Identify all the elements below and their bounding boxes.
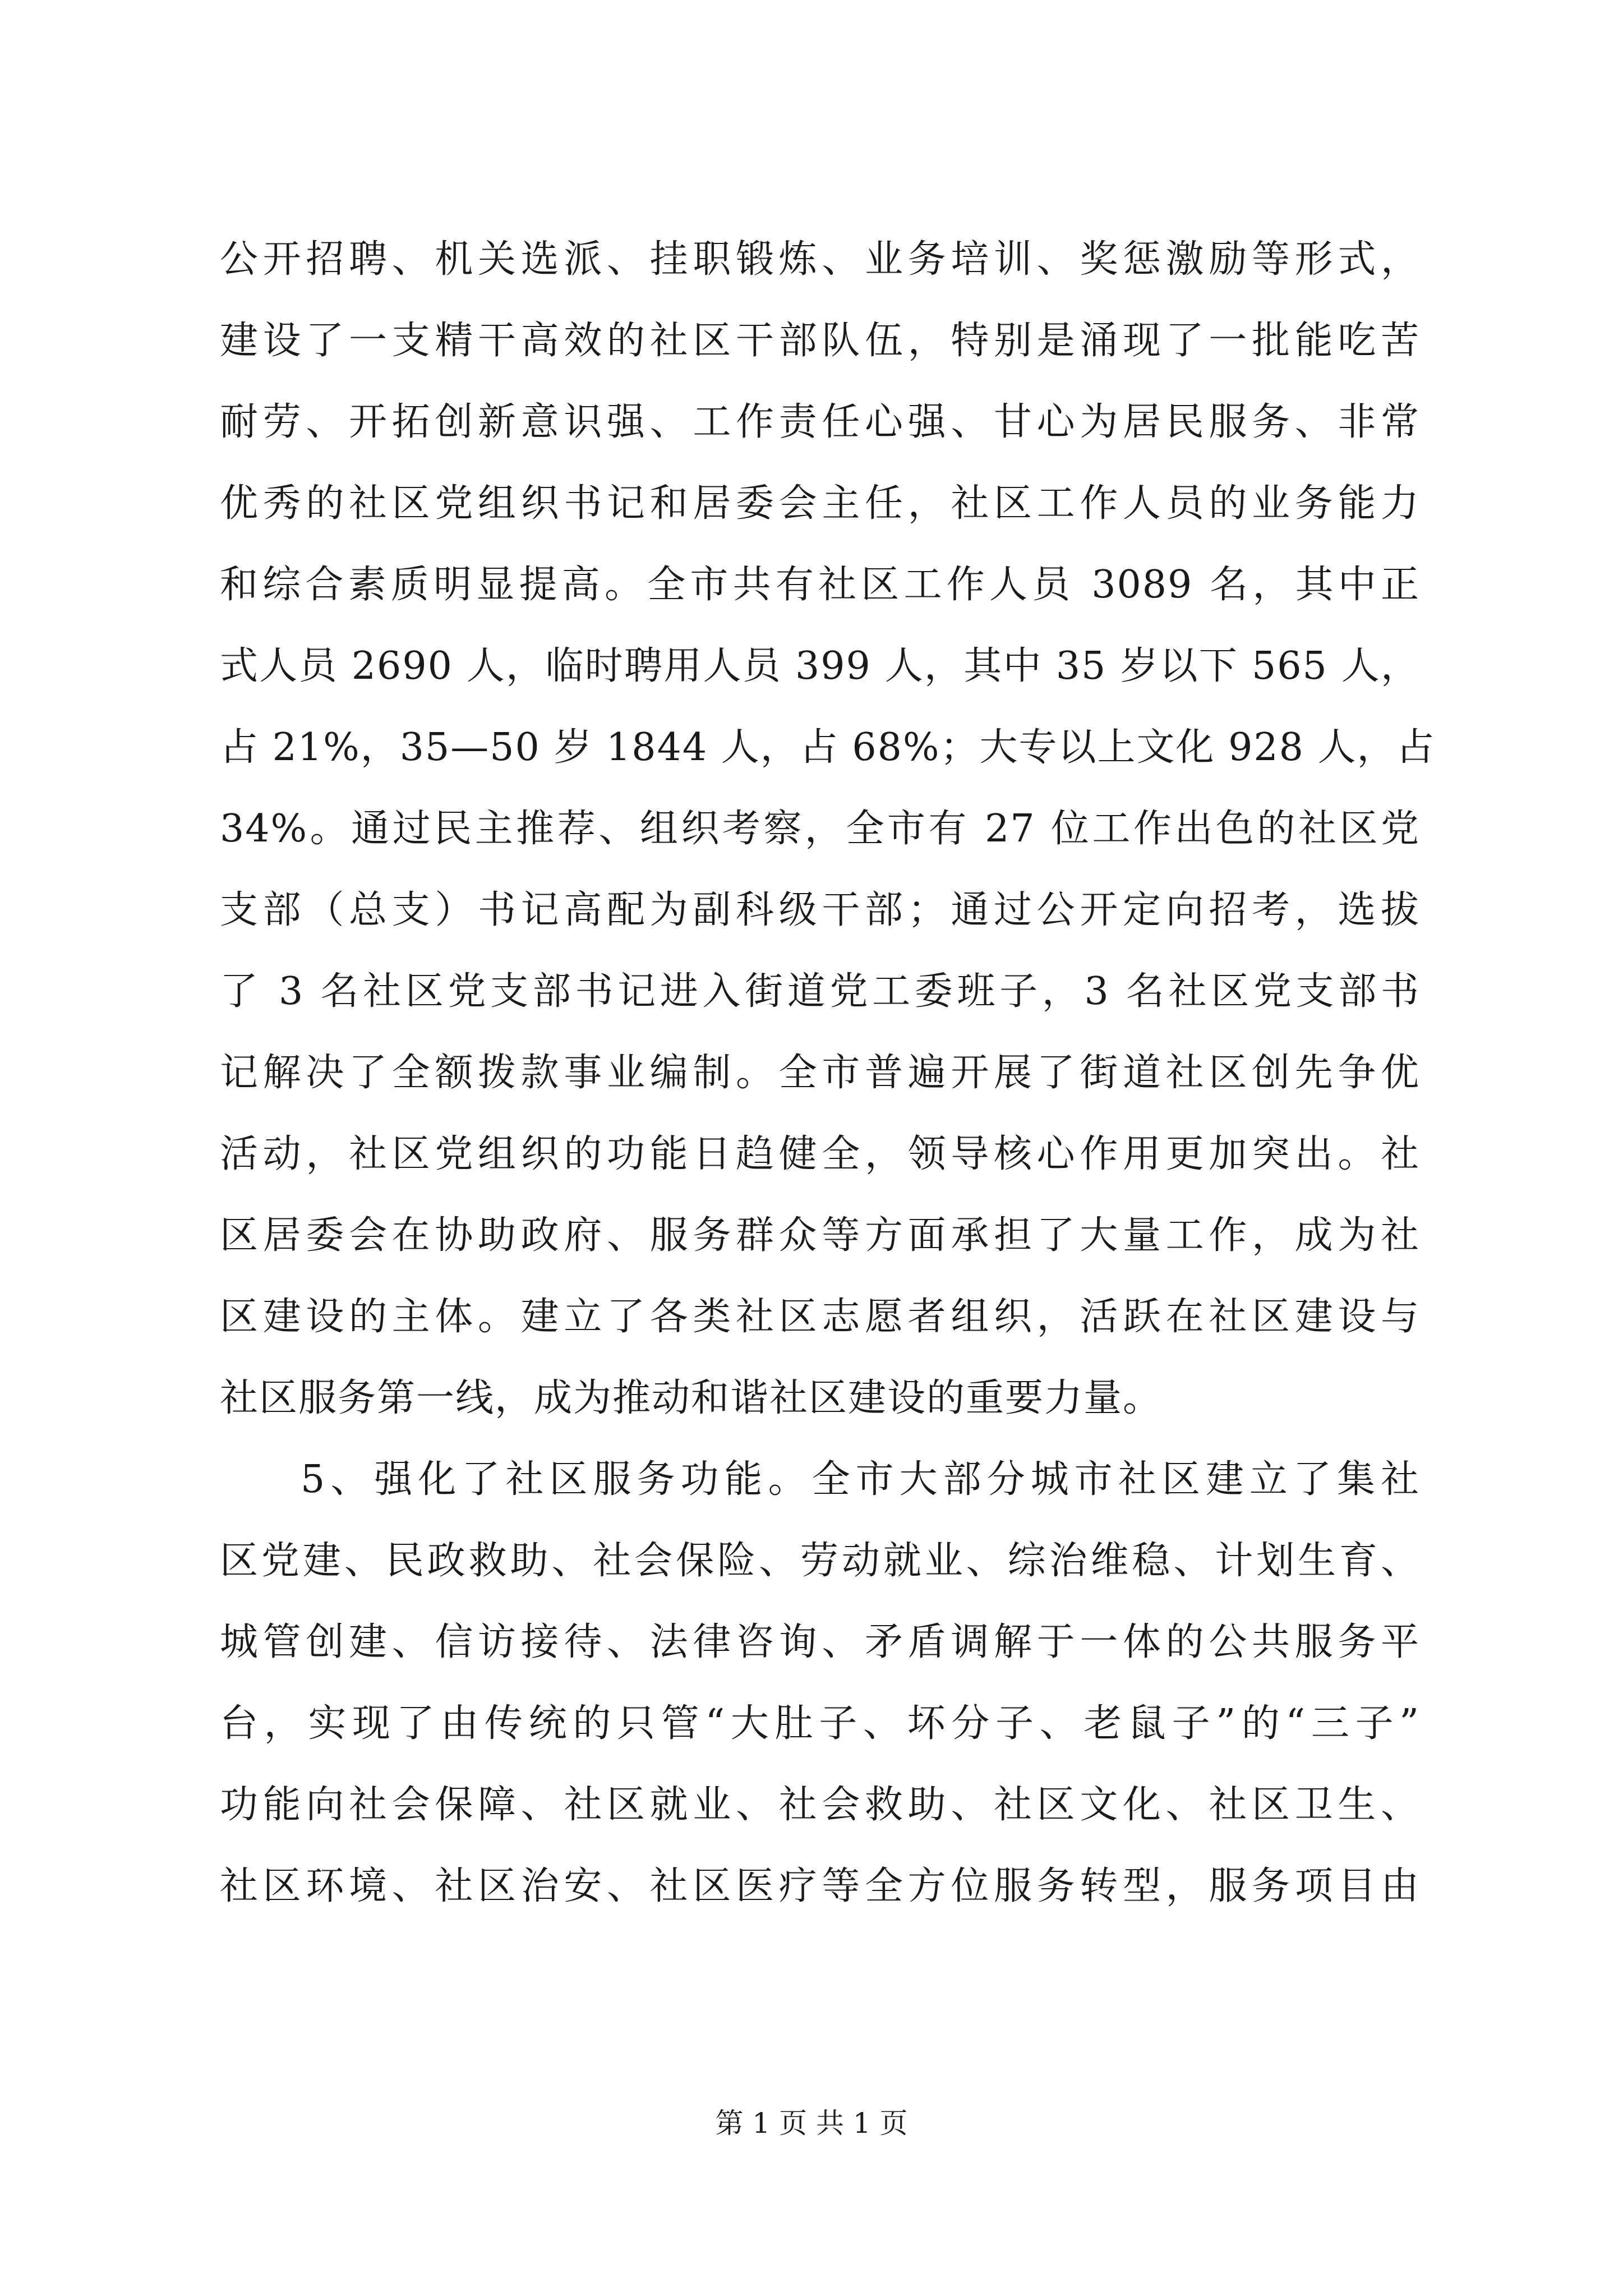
page-number-footer: 第 1 页 共 1 页 (715, 2107, 908, 2139)
text-line: 耐劳、开拓创新意识强、工作责任心强、甘心为居民服务、非常 (220, 400, 1420, 444)
text-line: 34%。通过民主推荐、组织考察，全市有 27 位工作出色的社区党 (220, 807, 1420, 851)
text-line: 区居委会在协助政府、服务群众等方面承担了大量工作，成为社 (220, 1213, 1420, 1258)
text-line: 占 21%，35—50 岁 1844 人，占 68%；大专以上文化 928 人，占 (220, 725, 1436, 770)
paragraph-first-line: 5、强化了社区服务功能。全市大部分城市社区建立了集社 (301, 1457, 1420, 1502)
text-line: 优秀的社区党组织书记和居委会主任，社区工作人员的业务能力 (220, 481, 1420, 526)
text-line: 城管创建、信访接待、法律咨询、矛盾调解于一体的公共服务平 (220, 1620, 1420, 1664)
text-line: 公开招聘、机关选派、挂职锻炼、业务培训、奖惩激励等形式， (220, 237, 1420, 282)
text-line: 和综合素质明显提高。全市共有社区工作人员 3089 名，其中正 (220, 563, 1420, 607)
text-line: 区建设的主体。建立了各类社区志愿者组织，活跃在社区建设与 (220, 1295, 1420, 1339)
text-line: 记解决了全额拨款事业编制。全市普遍开展了街道社区创先争优 (220, 1051, 1420, 1095)
body-text (220, 219, 1436, 1927)
text-line: 社区服务第一线，成为推动和谐社区建设的重要力量。 (220, 1376, 1163, 1420)
text-line: 支部（总支）书记高配为副科级干部；通过公开定向招考，选拔 (220, 888, 1420, 932)
text-line: 式人员 2690 人，临时聘用人员 399 人，其中 35 岁以下 565 人， (220, 644, 1420, 688)
text-line: 建设了一支精干高效的社区干部队伍，特别是涌现了一批能吃苦 (220, 319, 1420, 363)
text-line: 台，实现了由传统的只管“大肚子、坏分子、老鼠子”的“三子” (220, 1701, 1420, 1746)
text-line: 功能向社会保障、社区就业、社会救助、社区文化、社区卫生、 (220, 1783, 1420, 1827)
text-line: 了 3 名社区党支部书记进入街道党工委班子，3 名社区党支部书 (220, 969, 1420, 1014)
text-line: 活动，社区党组织的功能日趋健全，领导核心作用更加突出。社 (220, 1132, 1420, 1176)
text-line: 社区环境、社区治安、社区医疗等全方位服务转型，服务项目由 (220, 1864, 1420, 1908)
text-line: 区党建、民政救助、社会保险、劳动就业、综治维稳、计划生育、 (220, 1539, 1420, 1583)
